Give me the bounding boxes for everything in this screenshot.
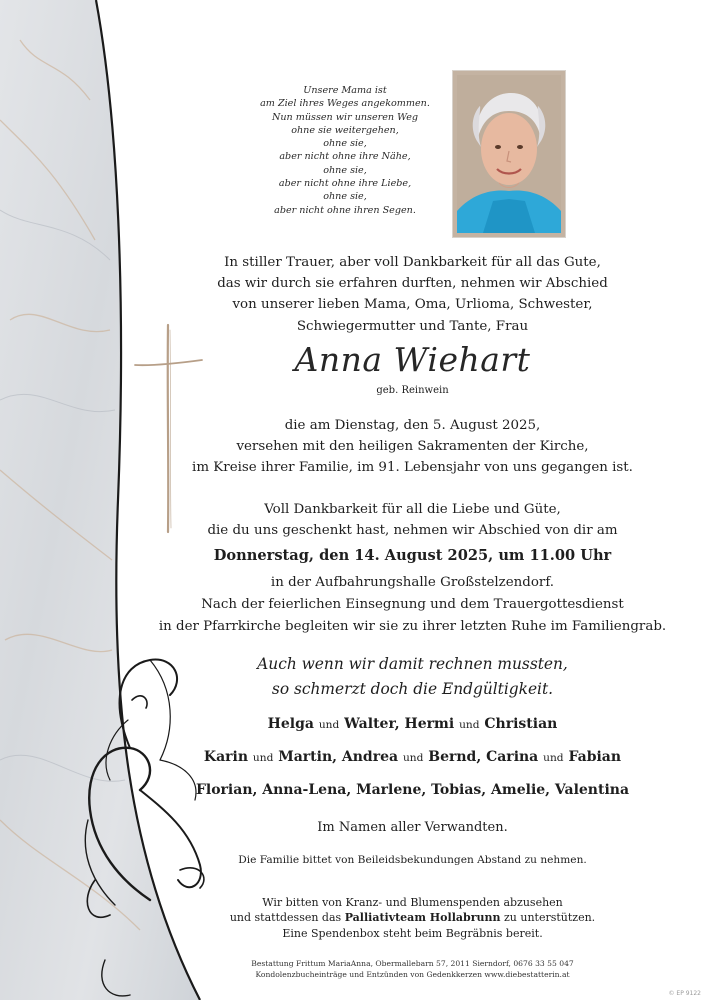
quote-line: Auch wenn wir damit rechnen mussten, [257,655,568,673]
poem-line: Unsere Mama ist [303,85,387,96]
ceremony-line: Nach der feierlichen Einsegnung und dem Trauergottesdienst [201,597,624,612]
poem-line: ohne sie, [323,164,367,176]
family-name: Walter, Hermi [344,716,455,732]
portrait-photo [453,71,565,237]
funeral-date: Donnerstag, den 14. August 2025, um 11.00 Uhr [213,547,612,564]
death-notice-line: versehen mit den heiligen Sakramenten der Kirche, [236,439,589,454]
intro-line: In stiller Trauer, aber voll Dankbarkeit für all das Gute, [224,255,601,270]
and-word: und [402,752,424,764]
family-name: Bernd, Carina [428,749,539,765]
poem [240,84,450,217]
death-notice-line: im Kreise ihrer Familie, im 91. Lebensjahr von uns gegangen ist. [192,460,633,475]
donation-text-part: und stattdessen das [229,911,345,925]
family-line-2 [150,747,675,768]
ceremony-text [150,572,675,638]
and-word: und [252,752,274,764]
footer-line: Kondolenzbucheinträge und Entzünden von Gedenkkerzen www.diebestatterin.at [255,970,570,979]
and-word: und [543,752,564,764]
farewell-line: Voll Dankbarkeit für all die Liebe und Güte, [264,502,561,517]
donation-line [150,910,675,925]
donation-line: Eine Spendenbox steht beim Begräbnis bereit. [282,926,543,940]
poem-line: aber nicht ohne ihre Nähe, [279,151,411,163]
family-line-1 [150,714,675,735]
ceremony-line: in der Pfarrkirche begleiten wir sie zu ihrer letzten Ruhe im Familiengrab. [158,619,667,634]
quote-line: so schmerzt doch die Endgültigkeit. [271,679,554,698]
document-code: © EP 9122 [668,990,701,997]
death-notice [150,415,675,478]
family-name: Karin [203,749,249,765]
family-name: Martin, Andrea [278,749,399,765]
and-word: und [318,719,340,731]
poem-line: Nun müssen wir unseren Weg [271,111,419,123]
death-notice-line: die am Dienstag, den 5. August 2025, [284,418,541,433]
family-line-3: Florian, Anna-Lena, Marlene, Tobias, Amelie, Valentina [195,782,630,798]
undertaker-footer [150,958,675,980]
intro-line: das wir durch sie erfahren durften, nehmen wir Abschied [217,276,608,292]
donation-line: Wir bitten von Kranz- und Blumenspenden abzusehen [262,896,563,909]
poem-line: ohne sie, [323,191,367,203]
family-name: Fabian [568,749,622,765]
poem-line: am Ziel ihres Weges angekommen. [260,98,430,110]
farewell-line: die du uns geschenkt hast, nehmen wir Abschied von dir am [207,523,618,538]
family-name: Helga [267,716,314,732]
poem-line: aber nicht ohne ihren Segen. [274,204,416,216]
condolence-request: Die Familie bittet von Beileidsbekundungen Abstand zu nehmen. [238,854,587,866]
intro-line: von unserer lieben Mama, Oma, Urlioma, Schwester, [232,297,593,313]
on-behalf-text: Im Namen aller Verwandten. [317,820,508,835]
farewell-text [150,499,675,541]
poem-line: ohne sie weitergehen, [291,124,399,136]
intro-line: Schwiegermutter und Tante, Frau [296,318,529,334]
donation-recipient: Palliativteam Hollabrunn [344,911,501,925]
poem-line: ohne sie, [323,138,367,150]
footer-line: Bestattung Frittum MariaAnna, Obermallebarn 57, 2011 Sierndorf, 0676 33 55 047 [251,959,574,968]
quote [150,652,675,701]
ceremony-line: in der Aufbahrungshalle Großstelzendorf. [270,575,555,590]
maiden-name: geb. Reinwein [376,385,449,396]
donation-text-part: zu unterstützen. [500,911,596,925]
donation-text [150,895,675,941]
obituary-content [150,0,690,1000]
intro-text [150,252,675,337]
deceased-name: Anna Wiehart [294,340,531,379]
poem-line: aber nicht ohne ihre Liebe, [278,178,412,190]
and-word: und [459,719,480,731]
family-name: Christian [484,716,558,732]
